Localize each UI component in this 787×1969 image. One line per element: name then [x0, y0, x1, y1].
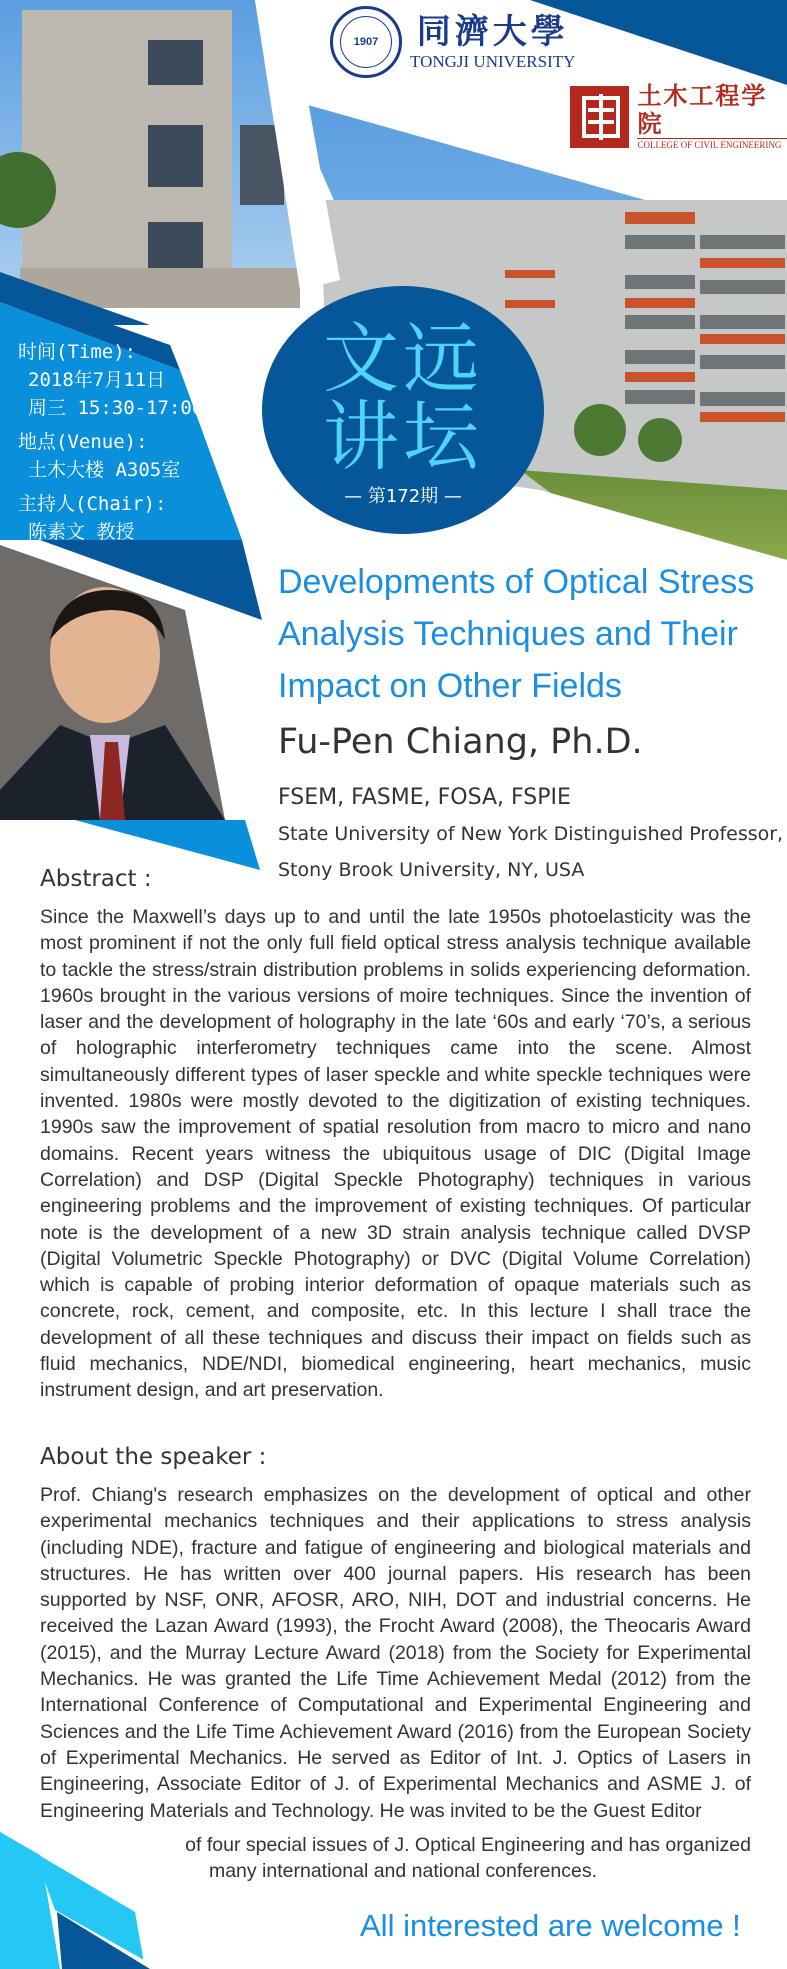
- event-time: 周三 15:30-17:00: [28, 397, 204, 419]
- tongji-seal-icon: 1907: [330, 6, 402, 78]
- lecture-series-badge: [262, 286, 544, 534]
- college-name-cn: 土木工程学院: [637, 81, 768, 138]
- event-date: 2018年7月11日: [28, 369, 166, 391]
- speaker-affiliation-title: State University of New York Distinguished Professor,: [278, 823, 784, 845]
- speaker-name: Fu-Pen Chiang, Ph.D.: [278, 722, 643, 762]
- venue-label: 地点(Venue):: [18, 431, 148, 453]
- event-venue: 土木大楼 A305室: [28, 459, 181, 481]
- abstract-heading: Abstract :: [40, 866, 152, 892]
- speaker-info: [278, 718, 783, 888]
- tongji-name-cn: 同濟大學: [416, 12, 569, 52]
- abstract-text: Since the Maxwell’s days up to and until the late 1950s photoelasticity was the most prominent if not the only full field optical stress analysis technique available to tackle the stress/strain distribution problems in solids experiencing deformation. 1960s brought in the various versions of moire techniques. Since the invention of laser and the development of holography in the late ‘60s and early ‘70’s, a serious of holographic interferometry techniques came into the scene. Almost simultaneously different types of laser speckle and white speckle techniques were invented. 1980s were mostly devoted to the digitization of existing techniques. 1990s saw the improvement of spatial resolution from macro to micro and nano domains. Recent years witness the ubiquitous usage of DIC (Digital Image Correlation) and DSP (Digital Speckle Photography) techniques in various engineering problems and the improvement of existing techniques. Of particular note is the development of a new 3D strain analysis technique called DVSP (Digital Volumetric Speckle Photography) or DVC (Digital Volume Correlation) which is capable of probing interior deformation of opaque materials such as concrete, rock, cement, and composite, etc. In this lecture I shall trace the development of all these techniques and discuss their impact on fields such as fluid mechanics, NDE/NDI, biomedical engineering, heart mechanics, music instrument design, and art preservation.: [40, 906, 751, 1402]
- talk-title: Developments of Optical Stress Analysis Techniques and Their Impact on Other Fields: [278, 563, 755, 705]
- time-label: 时间(Time):: [18, 341, 137, 363]
- chair-label: 主持人(Chair):: [18, 493, 167, 515]
- building-left-photo: [0, 0, 300, 308]
- speaker-affiliation-institution: Stony Brook University, NY, USA: [278, 859, 585, 881]
- welcome-message: All interested are welcome !: [360, 1908, 741, 1943]
- event-info-panel: [18, 338, 203, 552]
- tongji-university-logo: [330, 6, 575, 78]
- college-name-en: COLLEGE OF CIVIL ENGINEERING: [637, 138, 787, 151]
- series-title: 文远 讲坛: [323, 314, 483, 481]
- series-issue-number: — 第172期 —: [344, 486, 462, 507]
- about-speaker-text-tail: of four special issues of J. Optical Engineering and has organized: [185, 1834, 751, 1856]
- college-civil-engineering-logo: [570, 82, 787, 151]
- event-chair: 陈素文 教授: [28, 521, 135, 543]
- about-speaker-heading: About the speaker :: [40, 1444, 267, 1470]
- speaker-fellowships: FSEM, FASME, FOSA, FSPIE: [278, 785, 571, 810]
- tongji-name-en: TONGJI UNIVERSITY: [410, 52, 576, 71]
- about-speaker-text: Prof. Chiang's research emphasizes on the development of optical and other experimental mechanics techniques and their applications to stress analysis (including NDE), fracture and fatigue of engineering and biological materials and structures. He has written over 400 journal papers. His research has been supported by NSF, ONR, AFOSR, ARO, NIH, DOT and industrial concerns. He received the Lazan Award (1993), the Frocht Award (2008), the Theocaris Award (2015), and the Murray Lecture Award (2018) from the Society for Experimental Mechanics. He was granted the Life Time Achievement Medal (2012) from the International Conference of Computational and Experimental Engineering and Sciences and the Life Time Achievement Award (2016) from the European Society of Experimental Mechanics. He served as Editor of Int. J. Optics of Lasers in Engineering, Associate Editor of J. of Experimental Mechanics and ASME J. of Engineering Materials and Technology. He was invited to be the Guest Editor: [40, 1484, 751, 1822]
- civil-engineering-emblem-icon: [570, 86, 629, 148]
- about-speaker-text-end: many international and national conferences.: [208, 1860, 598, 1882]
